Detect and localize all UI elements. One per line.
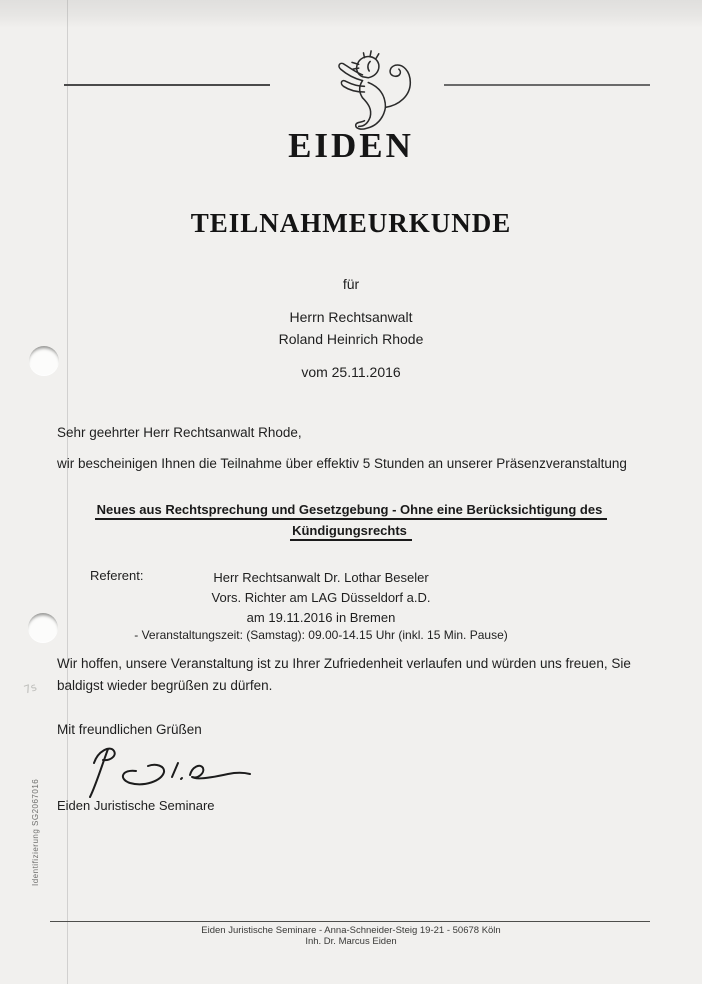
recipient-name: Roland Heinrich Rhode (278, 331, 424, 347)
event-time: - Veranstaltungszeit: (Samstag): 09.00-14.15 Uhr (inkl. 15 Min. Pause) (134, 628, 508, 642)
punch-hole-bottom (28, 613, 58, 643)
closing-text-line1: Wir hoffen, unsere Veranstaltung ist zu Ihrer Zufriedenheit verlaufen und würden uns freuen, Sie (57, 656, 631, 671)
regards-line: Mit freundlichen Grüßen (57, 722, 202, 737)
document-title: TEILNAHMEURKUNDE (190, 208, 512, 238)
recipient-salutation: Herrn Rechtsanwalt (289, 309, 413, 325)
scanner-edge-shading (0, 0, 702, 28)
seminar-title-line1 (0, 502, 702, 517)
event-date-location: am 19.11.2016 in Bremen (246, 610, 396, 625)
recipient-preposition: für (342, 276, 360, 292)
referent-name: Herr Rechtsanwalt Dr. Lothar Beseler (213, 570, 429, 585)
seminar-title-line1-text: Neues aus Rechtsprechung und Gesetzgebung - Ohne eine Berücksichtigung des (95, 502, 608, 520)
signature-handwriting (78, 740, 258, 807)
referent-block (55, 568, 587, 644)
brand-wordmark: EIDEN (288, 126, 414, 165)
referent-label: Referent: (90, 568, 144, 583)
footer-owner: Inh. Dr. Marcus Eiden (305, 936, 397, 947)
signature-name: Eiden Juristische Seminare (57, 798, 215, 813)
identification-sidebar-text: Identifizierung SG2067016 (31, 778, 40, 886)
closing-text-line2: baldigst wieder begrüßen zu dürfen. (57, 678, 273, 693)
header-rule-left (64, 84, 270, 86)
letter-greeting: Sehr geehrter Herr Rechtsanwalt Rhode, (57, 425, 302, 440)
confirmation-text: wir bescheinigen Ihnen die Teilnahme über effektiv 5 Stunden an unserer Präsenzveranstaltung (57, 456, 627, 471)
footer-address: Eiden Juristische Seminare - Anna-Schneider-Steig 19-21 - 50678 Köln (201, 925, 501, 936)
referent-title: Vors. Richter am LAG Düsseldorf a.D. (211, 590, 431, 605)
pencil-scribble: 7s (22, 680, 39, 697)
footer-rule (50, 921, 650, 922)
seminar-title-line2-text: Kündigungsrechts (290, 523, 412, 541)
seminar-title-line2 (0, 523, 702, 538)
punch-hole-top (29, 346, 59, 376)
certificate-date: vom 25.11.2016 (301, 364, 401, 380)
header-rule-right (444, 84, 650, 86)
